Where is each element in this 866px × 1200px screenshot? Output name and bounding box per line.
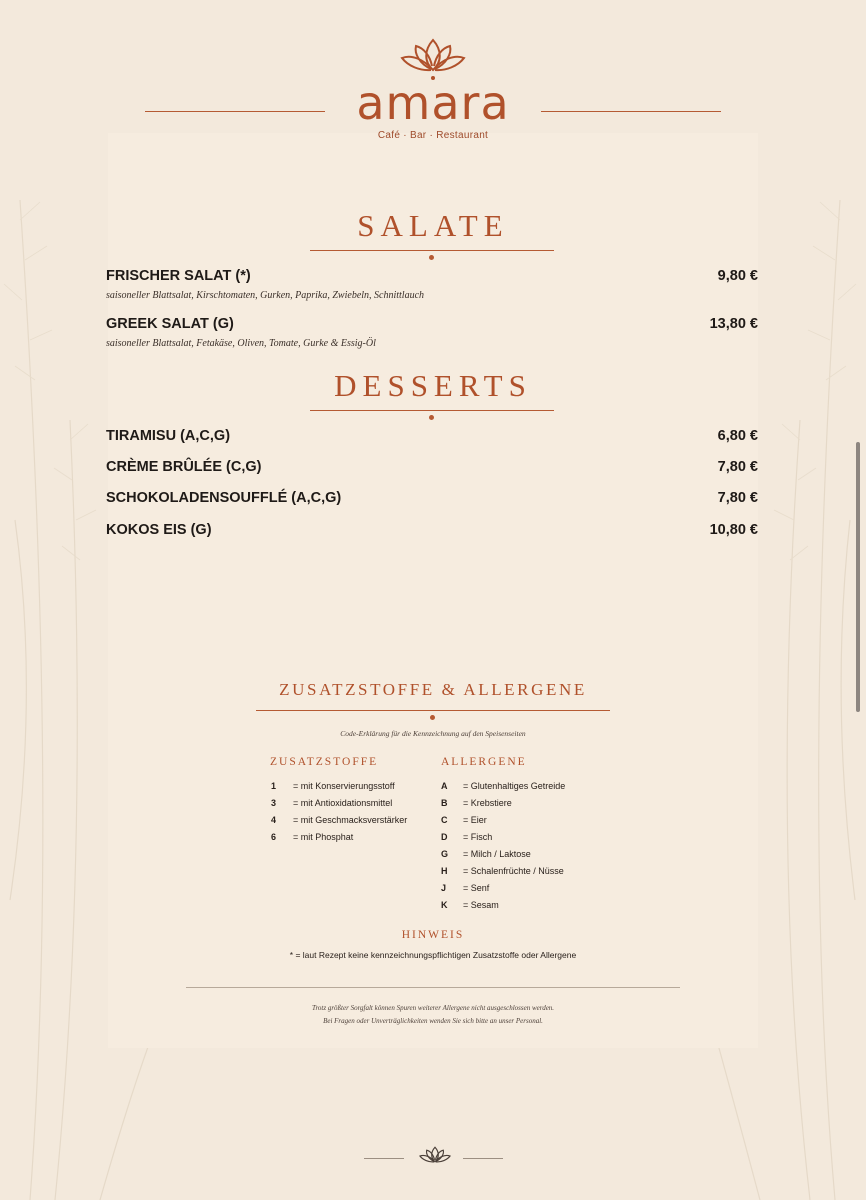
- allergen-code: A: [441, 781, 448, 791]
- allergen-code: B: [441, 798, 448, 808]
- menu-item-description: saisoneller Blattsalat, Kirschtomaten, Gurken, Paprika, Zwiebeln, Schnittlauch: [106, 290, 425, 301]
- menu-item-name: KOKOS EIS (G): [106, 522, 212, 538]
- menu-item-price: 7,80 €: [717, 459, 758, 475]
- section-divider: [310, 410, 554, 420]
- section-divider: [310, 250, 554, 260]
- footer-divider: [186, 987, 680, 988]
- allergen-desc: = Glutenhaltiges Getreide: [463, 781, 566, 791]
- additive-code: 6: [271, 832, 277, 842]
- menu-item-price: 13,80 €: [709, 316, 758, 332]
- allergen-desc: = Krebstiere: [463, 798, 512, 808]
- allergens-subtitle: Code-Erklärung für die Kennzeichnung auf den Speisenseiten: [340, 729, 526, 738]
- bottom-rule-left: [364, 1158, 404, 1159]
- footer-note-line-1: Trotz größter Sorgfalt können Spuren weiterer Allergene nicht ausgeschlossen werden.: [311, 1004, 555, 1012]
- allergen-code: J: [441, 883, 447, 893]
- allergen-code: G: [441, 849, 449, 859]
- menu-item-name: FRISCHER SALAT (*): [106, 268, 251, 284]
- allergen-desc: = Milch / Laktose: [463, 849, 531, 859]
- allergen-desc: = Fisch: [463, 832, 493, 842]
- additive-desc: = mit Geschmacksverstärker: [293, 815, 408, 825]
- section-title-desserts: DESSERTS: [334, 368, 532, 403]
- section-title-salate: SALATE: [357, 208, 509, 243]
- menu-item-name: TIRAMISU (A,C,G): [106, 428, 231, 444]
- lotus-icon: [418, 1145, 452, 1169]
- allergen-desc: = Eier: [463, 815, 487, 825]
- menu-item-description: saisoneller Blattsalat, Fetakäse, Oliven, Tomate, Gurke & Essig-Öl: [106, 338, 376, 349]
- brand-tagline: Café · Bar · Restaurant: [377, 130, 489, 141]
- allergen-code: C: [441, 815, 448, 825]
- allergens-divider: [256, 710, 610, 720]
- menu-item-name: GREEK SALAT (G): [106, 316, 234, 332]
- header-rule-left: [145, 111, 325, 112]
- footer-note-line-2: Bei Fragen oder Unverträglichkeiten wenden Sie sich bitte an unser Personal.: [323, 1017, 543, 1025]
- menu-item-price: 9,80 €: [717, 268, 758, 284]
- menu-item-name: SCHOKOLADENSOUFFLÉ (A,C,G): [106, 490, 342, 506]
- allergen-code: K: [441, 900, 448, 910]
- scrollbar[interactable]: [856, 442, 860, 712]
- hint-title: HINWEIS: [401, 929, 465, 941]
- additive-desc: = mit Phosphat: [293, 832, 354, 842]
- header-rule-right: [541, 111, 721, 112]
- allergen-desc: = Schalenfrüchte / Nüsse: [463, 866, 564, 876]
- allergen-code: H: [441, 866, 448, 876]
- additive-code: 4: [271, 815, 277, 825]
- additive-code: 1: [271, 781, 277, 791]
- menu-item-price: 7,80 €: [717, 490, 758, 506]
- hint-text: * = laut Rezept keine kennzeichnungspflichtigen Zusatzstoffe oder Allergene: [289, 950, 577, 960]
- additives-heading: ZUSATZSTOFFE: [270, 756, 379, 768]
- brand-logo-text: amara: [356, 76, 510, 130]
- menu-item-price: 10,80 €: [709, 522, 758, 538]
- menu-item-name: CRÈME BRÛLÉE (C,G): [106, 459, 262, 475]
- allergen-desc: = Sesam: [463, 900, 499, 910]
- allergens-heading: ALLERGENE: [441, 756, 527, 768]
- allergens-title: ZUSATZSTOFFE & ALLERGENE: [279, 680, 587, 699]
- allergen-desc: = Senf: [463, 883, 490, 893]
- additive-desc: = mit Antioxidationsmittel: [293, 798, 393, 808]
- additive-code: 3: [271, 798, 277, 808]
- bottom-rule-right: [463, 1158, 503, 1159]
- allergen-code: D: [441, 832, 448, 842]
- additive-desc: = mit Konservierungsstoff: [293, 781, 395, 791]
- menu-item-price: 6,80 €: [717, 428, 758, 444]
